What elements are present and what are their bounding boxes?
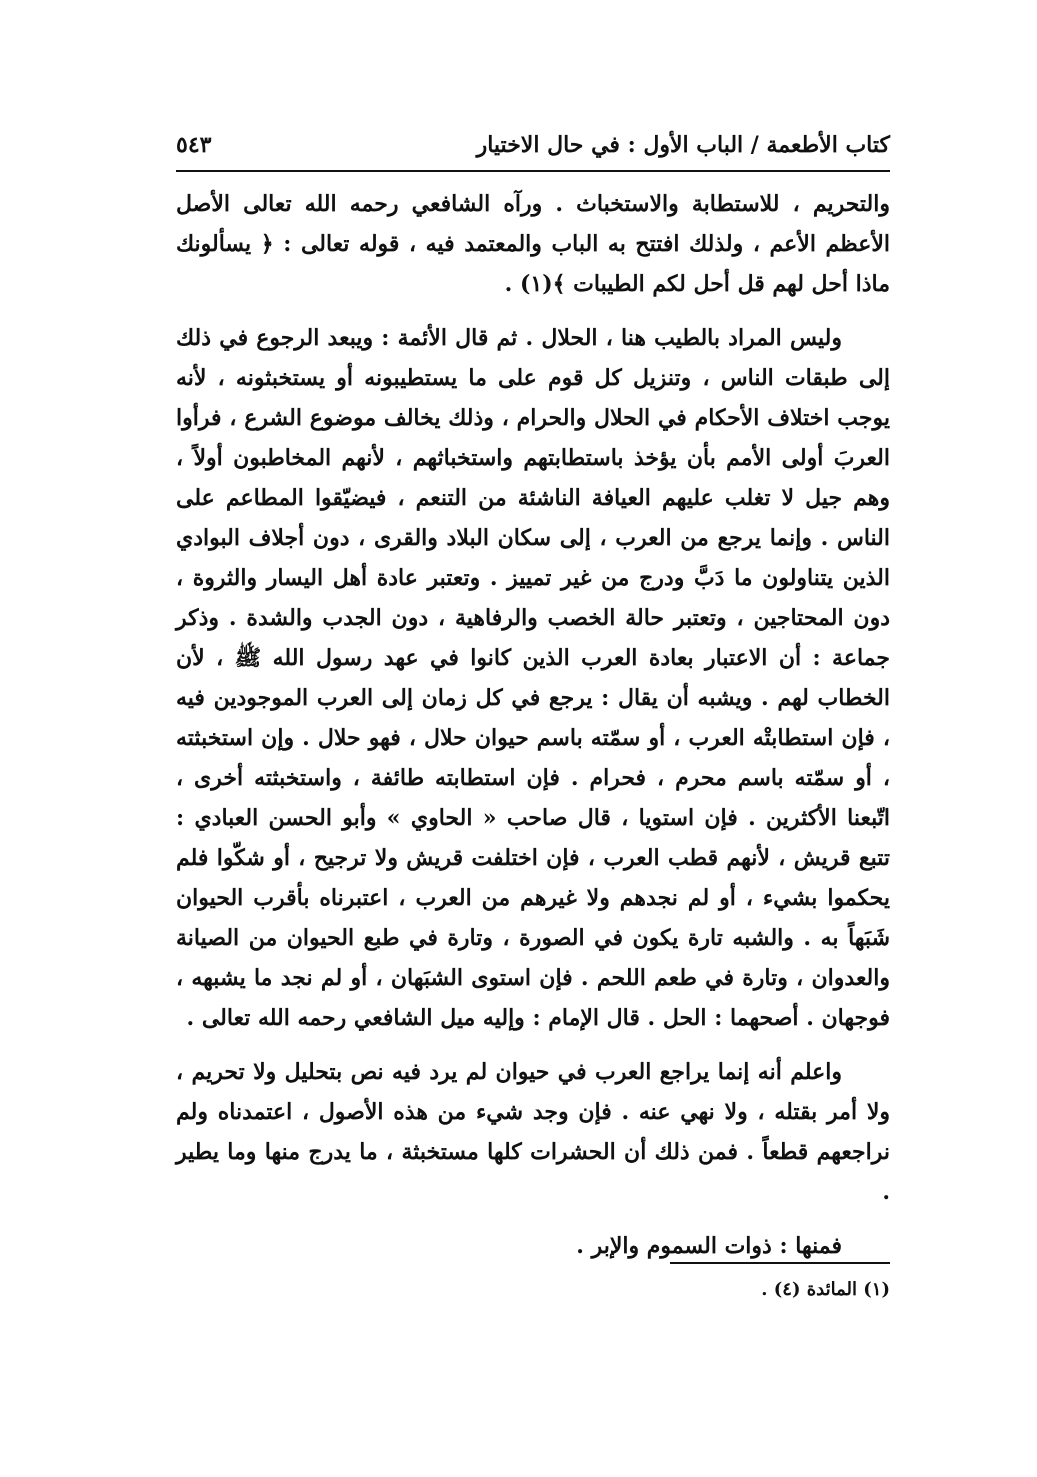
paragraph-2: وليس المراد بالطيب هنا ، الحلال . ثم قال الأئمة : ويبعد الرجوع في ذلك إلى طبقات الناس ، وتنزيل كل قوم على ما يستطيبونه أو يستخبثونه ، لأنه يوجب اختلاف الأحكام في الحلال والحرام ، وذلك يخالف موضوع الشرع ، فرأوا العربَ أولى الأمم بأن يؤخذ باستطابتهم واستخباثهم ، لأنهم المخاطبون أولاً ، وهم جيل لا تغلب عليهم العيافة الناشئة من التنعم ، فيضيّقوا المطاعم على الناس . وإنما يرجع من العرب ، إلى سكان البلاد والقرى ، دون أجلاف البوادي الذين يتناولون ما دَبَّ ودرج من غير تمييز . وتعتبر عادة أهل اليسار والثروة ، دون المحتاجين ، وتعتبر حالة الخصب والرفاهية ، دون الجدب والشدة . وذكر جماعة : أن الاعتبار بعادة العرب الذين كانوا في عهد رسول الله ﷺ ، لأن الخطاب لهم . ويشبه أن يقال : يرجع في كل زمان إلى العرب الموجودين فيه ، فإن استطابتْه العرب ، أو سمّته باسم حيوان حلال ، فهو حلال . وإن استخبثته ، أو سمّته باسم محرم ، فحرام . فإن استطابته طائفة ، واستخبثته أخرى ، اتّبعنا الأكثرين . فإن استويا ، قال صاحب « الحاوي » وأبو الحسن العبادي : تتبع قريش ، لأنهم قطب العرب ، فإن اختلفت قريش ولا ترجيح ، أو شكّوا فلم يحكموا بشيء ، أو لم نجدهم ولا غيرهم من العرب ، اعتبرناه بأقرب الحيوان شَبَهاً به . والشبه تارة يكون في الصورة ، وتارة في طبع الحيوان من الصيانة والعدوان ، وتارة في طعم اللحم . فإن استوى الشبَهان ، أو لم نجد ما يشبهه ، فوجهان . أصحهما : الحل . قال الإمام : وإليه ميل الشافعي رحمه الله تعالى . <box>176 325 890 1031</box>
main-text <box>176 184 890 1266</box>
header-title: كتاب الأطعمة / الباب الأول : في حال الاختيار <box>476 132 890 158</box>
footnote: (١) المائدة (٤) . <box>761 1279 890 1300</box>
header-rule <box>176 170 890 172</box>
paragraph-3: واعلم أنه إنما يراجع العرب في حيوان لم يرد فيه نص بتحليل ولا تحريم ، ولا أمر بقتله ، ولا نهي عنه . فإن وجد شيء من هذه الأصول ، اعتمدناه ولم نراجعهم قطعاً . فمن ذلك أن الحشرات كلها مستخبثة ، ما يدرج منها وما يطير . <box>176 1059 890 1205</box>
running-header <box>176 128 890 168</box>
paragraph-4: فمنها : ذوات السموم والإبر . <box>576 1233 842 1259</box>
footnote-rule <box>670 1262 890 1264</box>
paragraph-1: والتحريم ، للاستطابة والاستخباث . ورآه الشافعي رحمه الله تعالى الأصل الأعظم الأعم ، ولذلك افتتح به الباب والمعتمد فيه ، قوله تعالى : ﴿ يسألونك ماذا أحل لهم قل أحل لكم الطيبات ﴾(١) . <box>176 191 890 297</box>
page-number: ٥٤٣ <box>176 132 212 158</box>
